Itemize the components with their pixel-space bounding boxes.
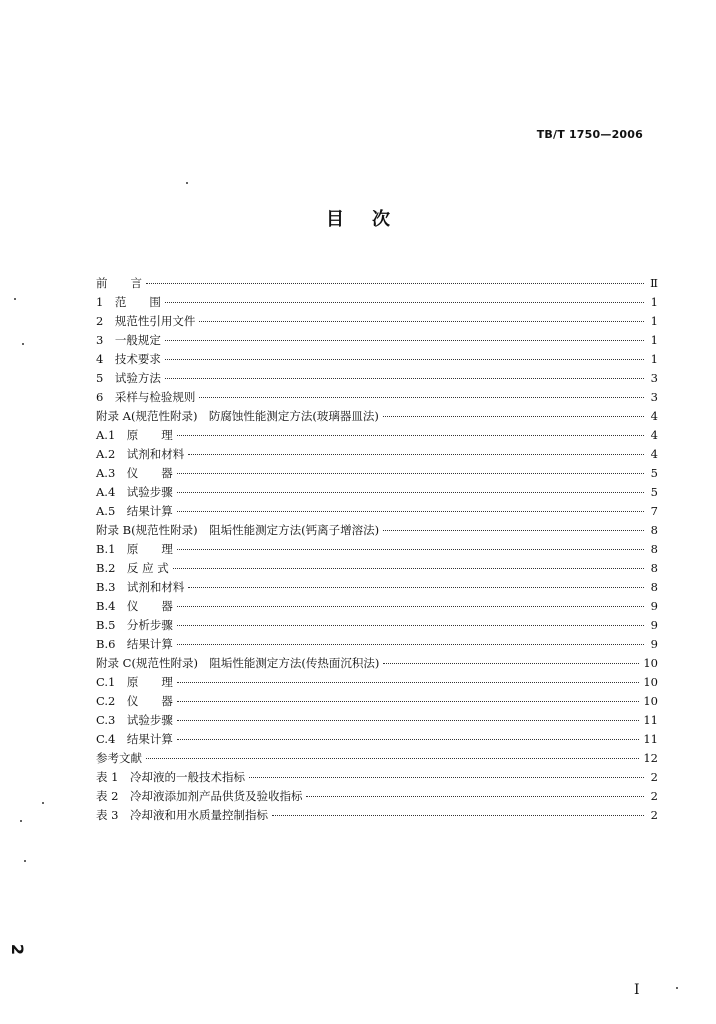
toc-page-number: 8 — [650, 523, 658, 537]
dot-leader — [199, 321, 644, 322]
toc-label: A.2 试剂和材料 — [96, 447, 185, 461]
toc-page-number: 5 — [650, 466, 658, 480]
toc-label: 1 范 围 — [96, 295, 161, 309]
toc-page-number: 9 — [650, 618, 658, 632]
toc-row[interactable] — [96, 731, 658, 750]
toc-label: B.1 原 理 — [96, 542, 173, 556]
scan-speck — [20, 820, 22, 822]
toc-row[interactable] — [96, 294, 658, 313]
toc-page-number: 1 — [650, 295, 658, 309]
dot-leader — [177, 606, 644, 607]
toc-page-number: 11 — [643, 713, 658, 727]
toc-label: C.4 结果计算 — [96, 732, 173, 746]
toc-page-number: 1 — [650, 314, 658, 328]
toc-label: 前 言 — [96, 276, 142, 290]
scan-speck — [22, 343, 24, 345]
toc-row[interactable] — [96, 522, 658, 541]
margin-mark: 2 — [8, 943, 28, 956]
dot-leader — [383, 663, 639, 664]
toc-row[interactable] — [96, 807, 658, 826]
toc-row[interactable] — [96, 446, 658, 465]
dot-leader — [177, 739, 639, 740]
toc-page-number: 12 — [643, 751, 658, 765]
toc-row[interactable] — [96, 484, 658, 503]
toc-row[interactable] — [96, 655, 658, 674]
dot-leader — [188, 587, 644, 588]
scan-speck — [676, 987, 678, 989]
toc-label: B.5 分析步骤 — [96, 618, 173, 632]
toc-label: B.6 结果计算 — [96, 637, 173, 651]
toc-page-number: 1 — [650, 352, 658, 366]
dot-leader — [146, 758, 639, 759]
dot-leader — [177, 644, 644, 645]
toc-row[interactable] — [96, 370, 658, 389]
dot-leader — [177, 511, 644, 512]
scan-speck — [14, 298, 16, 300]
dot-leader — [165, 378, 644, 379]
table-of-contents — [96, 275, 658, 826]
toc-row[interactable] — [96, 636, 658, 655]
toc-label: 附录 C(规范性附录) 阻垢性能测定方法(传热面沉积法) — [96, 656, 380, 670]
toc-page-number: 9 — [650, 599, 658, 613]
toc-label: 3 一般规定 — [96, 333, 161, 347]
toc-row[interactable] — [96, 750, 658, 769]
dot-leader — [177, 625, 644, 626]
toc-page-number: 10 — [643, 656, 658, 670]
toc-label: B.3 试剂和材料 — [96, 580, 185, 594]
scan-speck — [24, 860, 26, 862]
toc-label: 表 2 冷却液添加剂产品供货及验收指标 — [96, 789, 303, 803]
dot-leader — [177, 549, 644, 550]
dot-leader — [188, 454, 644, 455]
dot-leader — [165, 340, 644, 341]
toc-row[interactable] — [96, 351, 658, 370]
toc-page-number: 2 — [650, 770, 658, 784]
toc-page-number: 1 — [650, 333, 658, 347]
toc-page-number: 8 — [650, 542, 658, 556]
toc-label: C.3 试验步骤 — [96, 713, 173, 727]
dot-leader — [177, 682, 639, 683]
dot-leader — [177, 720, 639, 721]
dot-leader — [272, 815, 644, 816]
dot-leader — [249, 777, 644, 778]
toc-page-number: 4 — [650, 409, 658, 423]
toc-row[interactable] — [96, 313, 658, 332]
toc-page-number: 2 — [650, 808, 658, 822]
toc-page-number: 8 — [650, 580, 658, 594]
toc-row[interactable] — [96, 674, 658, 693]
toc-row[interactable] — [96, 693, 658, 712]
standard-number: TB/T 1750—2006 — [536, 128, 643, 141]
toc-label: 表 3 冷却液和用水质量控制指标 — [96, 808, 268, 822]
toc-row[interactable] — [96, 712, 658, 731]
toc-label: A.4 试验步骤 — [96, 485, 173, 499]
dot-leader — [173, 568, 644, 569]
toc-page-number: 4 — [650, 447, 658, 461]
toc-row[interactable] — [96, 579, 658, 598]
toc-row[interactable] — [96, 541, 658, 560]
dot-leader — [177, 701, 639, 702]
toc-label: 4 技术要求 — [96, 352, 161, 366]
toc-label: 附录 A(规范性附录) 防腐蚀性能测定方法(玻璃器皿法) — [96, 409, 379, 423]
toc-page-number: 4 — [650, 428, 658, 442]
toc-label: 表 1 冷却液的一般技术指标 — [96, 770, 245, 784]
toc-label: A.3 仪 器 — [96, 466, 173, 480]
toc-row[interactable] — [96, 560, 658, 579]
toc-page-number: 3 — [650, 390, 658, 404]
toc-page-number: 10 — [643, 694, 658, 708]
dot-leader — [177, 435, 644, 436]
toc-page-number: 9 — [650, 637, 658, 651]
toc-row[interactable] — [96, 275, 658, 294]
toc-label: A.1 原 理 — [96, 428, 173, 442]
toc-row[interactable] — [96, 408, 658, 427]
toc-label: B.2 反 应 式 — [96, 561, 169, 575]
scan-speck — [42, 802, 44, 804]
dot-leader — [177, 473, 644, 474]
toc-label: 6 采样与检验规则 — [96, 390, 196, 404]
toc-label: 5 试验方法 — [96, 371, 161, 385]
toc-page-number: 2 — [650, 789, 658, 803]
toc-page-number: 3 — [650, 371, 658, 385]
dot-leader — [165, 302, 644, 303]
dot-leader — [306, 796, 644, 797]
toc-label: B.4 仪 器 — [96, 599, 173, 613]
toc-row[interactable] — [96, 617, 658, 636]
toc-row[interactable] — [96, 788, 658, 807]
dot-leader — [383, 530, 644, 531]
dot-leader — [199, 397, 644, 398]
toc-page-number: 11 — [643, 732, 658, 746]
toc-page-number: 5 — [650, 485, 658, 499]
toc-row[interactable] — [96, 503, 658, 522]
page-title: 目次 — [326, 209, 418, 230]
toc-page-number: 8 — [650, 561, 658, 575]
toc-page-number: 7 — [650, 504, 658, 518]
toc-page-number: Ⅱ — [650, 276, 658, 290]
toc-row[interactable] — [96, 427, 658, 446]
dot-leader — [177, 492, 644, 493]
scan-speck — [186, 182, 188, 184]
toc-label: C.2 仪 器 — [96, 694, 173, 708]
toc-label: 2 规范性引用文件 — [96, 314, 196, 328]
toc-page-number: 10 — [643, 675, 658, 689]
toc-row[interactable] — [96, 389, 658, 408]
dot-leader — [165, 359, 644, 360]
toc-row[interactable] — [96, 465, 658, 484]
toc-label: 附录 B(规范性附录) 阻垢性能测定方法(钙离子增溶法) — [96, 523, 380, 537]
toc-label: 参考文献 — [96, 751, 142, 765]
page-number: I — [634, 982, 640, 998]
toc-row[interactable] — [96, 332, 658, 351]
toc-row[interactable] — [96, 598, 658, 617]
toc-label: A.5 结果计算 — [96, 504, 173, 518]
dot-leader — [383, 416, 644, 417]
toc-label: C.1 原 理 — [96, 675, 173, 689]
toc-row[interactable] — [96, 769, 658, 788]
dot-leader — [146, 283, 644, 284]
